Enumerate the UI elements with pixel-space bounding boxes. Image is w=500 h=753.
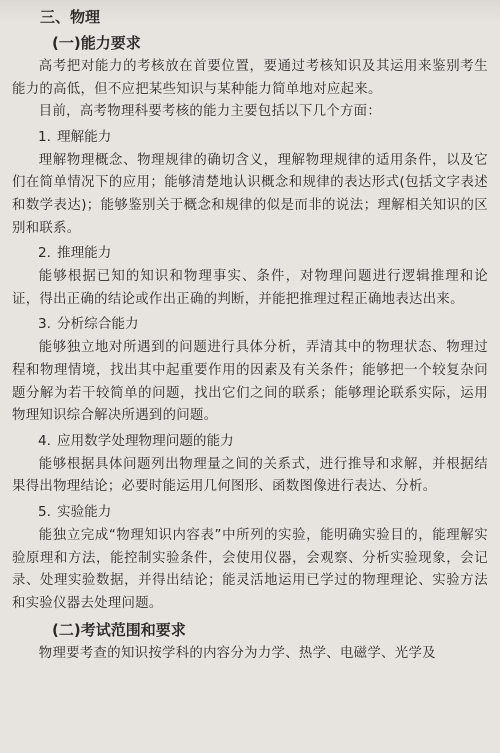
item-number: 4.: [38, 432, 51, 449]
item-title-understanding: [38, 126, 488, 149]
part2-paragraph: 物理要考查的知识按学科的内容分为力学、热学、电磁学、光学及: [38, 646, 436, 662]
item-title-reasoning: [38, 242, 488, 265]
part2-title: (二)考试范围和要求: [52, 621, 186, 640]
item-heading: 应用数学处理物理问题的能力: [56, 432, 234, 449]
item-heading: 分析综合能力: [56, 316, 139, 333]
bleed-through-texture: [190, 2, 500, 42]
item-number: 3.: [38, 316, 51, 333]
item-title-math: [38, 430, 488, 453]
item-text-experiment: 能独立完成“物理知识内容表”中所列的实验，能明确实验目的，能理解实验原理和方法，能控制实验条件，会使用仪器，会观察、分析实验现象，会记录、处理实验数据，并得出结论；能灵活地运用已学过的物理理论、实验方法和实验仪器去处理问题。: [12, 527, 488, 611]
item-text-math: 能够根据具体问题列出物理量之间的关系式，进行推导和求解，并根据结果得出物理结论；必要时能运用几何图形、函数图像进行表达、分析。: [12, 456, 488, 495]
item-heading: 实验能力: [56, 503, 112, 520]
item-text-analysis: 能够独立地对所遇到的问题进行具体分析，弄清其中的物理状态、物理过程和物理情境，找出其中起重要作用的因素及有关条件；能够把一个较复杂问题分解为若干较简单的问题，找出它们之间的联系；能够理论联系实际，运用物理知识综合解决所遇到的问题。: [12, 340, 488, 424]
item-text-reasoning: 能够根据已知的知识和物理事实、条件，对物理问题进行逻辑推理和论证，得出正确的结论或作出正确的判断，并能把推理过程正确地表达出来。: [12, 269, 488, 307]
section-title: 三、物理: [40, 8, 101, 26]
item-number: 5.: [38, 503, 51, 520]
item-text-understanding: 理解物理概念、物理规律的确切含义，理解物理规律的适用条件，以及它们在简单情况下的应用；能够清楚地认识概念和规律的表达形式(包括文字表述和数学表达)；能够鉴别关于概念和规律的似是而非的说法；理解相关知识的区别和联系。: [12, 152, 488, 236]
item-title-analysis: [38, 313, 488, 336]
item-number: 2.: [38, 245, 51, 262]
item-heading: 推理能力: [56, 245, 112, 262]
item-heading: 理解能力: [56, 128, 112, 145]
item-title-experiment: [38, 501, 488, 524]
intro-paragraph-1: 高考把对能力的考核放在首要位置，要通过考核知识及其运用来鉴别考生能力的高低，但不应把某些知识与某种能力简单地对应起来。: [12, 59, 488, 97]
item-number: 1.: [38, 128, 51, 145]
part1-title: (一)能力要求: [52, 34, 141, 52]
intro-paragraph-2: 目前，高考物理科要考核的能力主要包括以下几个方面：: [38, 104, 382, 120]
